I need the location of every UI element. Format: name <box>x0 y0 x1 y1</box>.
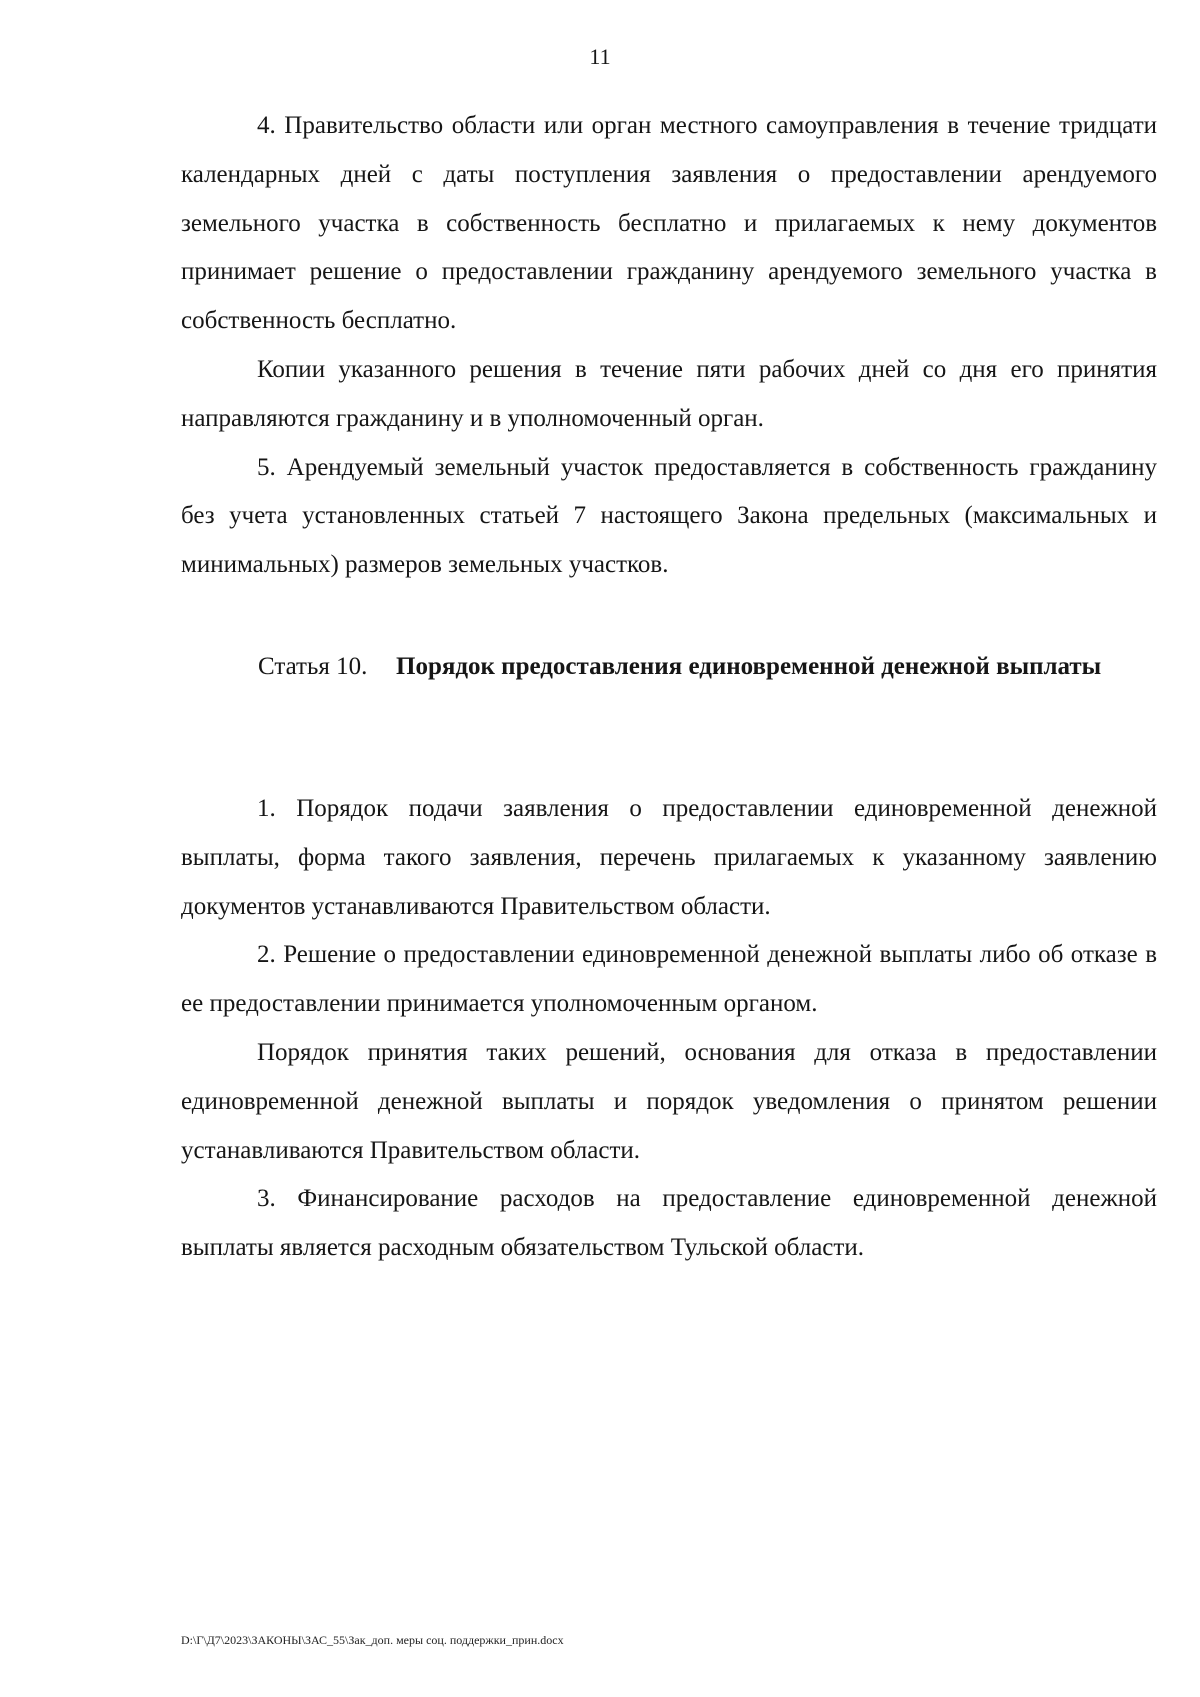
paragraph-2: 2. Решение о предоставлении единовременной денежной выплаты либо об отказе в ее предоставлении принимается уполномоченным органом. <box>181 941 1157 1018</box>
article-number: Статья 10. <box>258 653 368 680</box>
section-a <box>181 102 1157 590</box>
paragraph-3: 3. Финансирование расходов на предоставление единовременной денежной выплаты является расходным обязательством Тульской области. <box>181 1185 1157 1262</box>
section-b <box>181 785 1157 1273</box>
paragraph-1: 1. Порядок подачи заявления о предоставлении единовременной денежной выплаты, форма такого заявления, перечень прилагаемых к указанному заявлению документов устанавливаются Правительством области. <box>181 795 1157 920</box>
paragraph-4: 4. Правительство области или орган местного самоуправления в течение тридцати календарных дней с даты поступления заявления о предоставлении арендуемого земельного участка в собственность бесплатно и прилагаемых к нему документов принимает решение о предоставлении гражданину арендуемого земельного участка в собственность бесплатно. <box>181 112 1157 335</box>
article-title: Порядок предоставления единовременной денежной выплаты <box>396 653 1102 680</box>
paragraph-5: 5. Арендуемый земельный участок предоставляется в собственность гражданину без учета установленных статьей 7 настоящего Закона предельных (максимальных и минимальных) размеров земельных участков. <box>181 453 1157 579</box>
footer-file-path: D:\Г\Д7\2023\ЗАКОНЫ\ЗАС_55\Зак_доп. меры соц. поддержки_прин.docx <box>181 1633 564 1647</box>
paragraph-procedure: Порядок принятия таких решений, основания для отказа в предоставлении единовременной денежной выплаты и порядок уведомления о принятом решении устанавливаются Правительством области. <box>181 1038 1157 1164</box>
paragraph-copies: Копии указанного решения в течение пяти рабочих дней со дня его принятия направляются гражданину и в уполномоченный орган. <box>181 355 1157 432</box>
page-number: 11 <box>589 44 611 69</box>
